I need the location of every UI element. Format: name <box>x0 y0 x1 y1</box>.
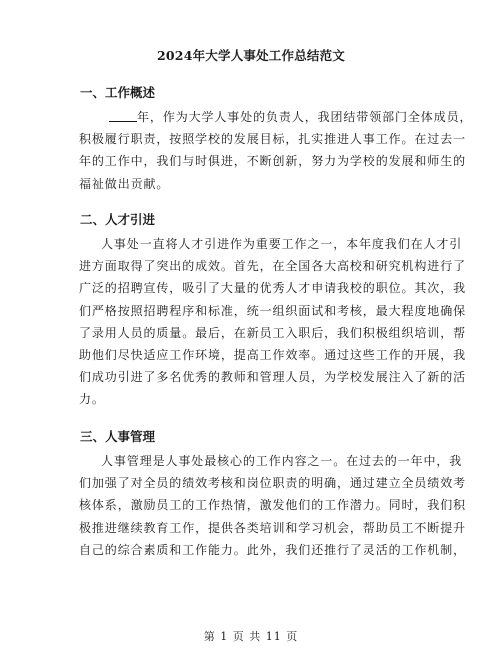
paragraph-line: 们成功引进了多名优秀的教师和管理人员，为学校发展注入了新的活 <box>79 370 467 385</box>
paragraph-line: 核体系，激励员工的工作热情，激发他们的工作潜力。同时，我们积 <box>79 498 467 513</box>
page-footer: 第 1 页 共 11 页 <box>203 630 299 643</box>
paragraph-line: 年的工作中，我们与时俱进，不断创新，努力为学校的发展和师生的 <box>79 154 467 169</box>
document-title: 2024年大学人事处工作总结范文 <box>157 48 345 63</box>
paragraph-line: 人事管理是人事处最核心的工作内容之一。在过去的一年中，我 <box>101 454 463 468</box>
section-heading-overview: 一、工作概述 <box>80 85 156 100</box>
paragraph-line: 们严格按照招聘程序和标准，统一组织面试和考核，最大程度地确保 <box>79 303 467 318</box>
paragraph-line: 积极履行职责，按照学校的发展目标，扎实推进人事工作。在过去一 <box>79 132 467 147</box>
paragraph-line: 进方面取得了突出的成效。首先，在全国各大高校和研究机构进行了 <box>79 259 467 274</box>
section-heading-personnel: 三、人事管理 <box>80 429 156 444</box>
paragraph-line: 年，作为大学人事处的负责人，我团结带领部门全体成员， <box>79 106 425 128</box>
section-paragraph-personnel <box>79 450 467 561</box>
section-heading-talent: 二、人才引进 <box>80 212 156 227</box>
paragraph-line: 力。 <box>79 392 105 407</box>
paragraph-line: 广泛的招聘宣传，吸引了大量的优秀人才申请我校的职位。其次，我 <box>79 281 467 296</box>
paragraph-line: 助他们尽快适应工作环境，提高工作效率。通过这些工作的开展，我 <box>79 348 467 363</box>
paragraph-line: 们加强了对全员的绩效考核和岗位职责的明确，通过建立全员绩效考 <box>79 476 467 491</box>
section-paragraph-talent <box>79 233 467 411</box>
paragraph-line: 福祉做出贡献。 <box>79 176 170 191</box>
paragraph-line: 极推进继续教育工作，提供各类培训和学习机会，帮助员工不断提升 <box>79 520 467 535</box>
paragraph-line: 自己的综合素质和工作能力。此外，我们还推行了灵活的工作机制， <box>79 542 467 557</box>
blank-underline <box>109 109 137 122</box>
paragraph-line: 人事处一直将人才引进作为重要工作之一，本年度我们在人才引 <box>101 237 463 251</box>
section-paragraph-overview <box>79 106 473 195</box>
paragraph-line: 了录用人员的质量。最后，在新员工入职后，我们积极组织培训，帮 <box>79 325 467 340</box>
